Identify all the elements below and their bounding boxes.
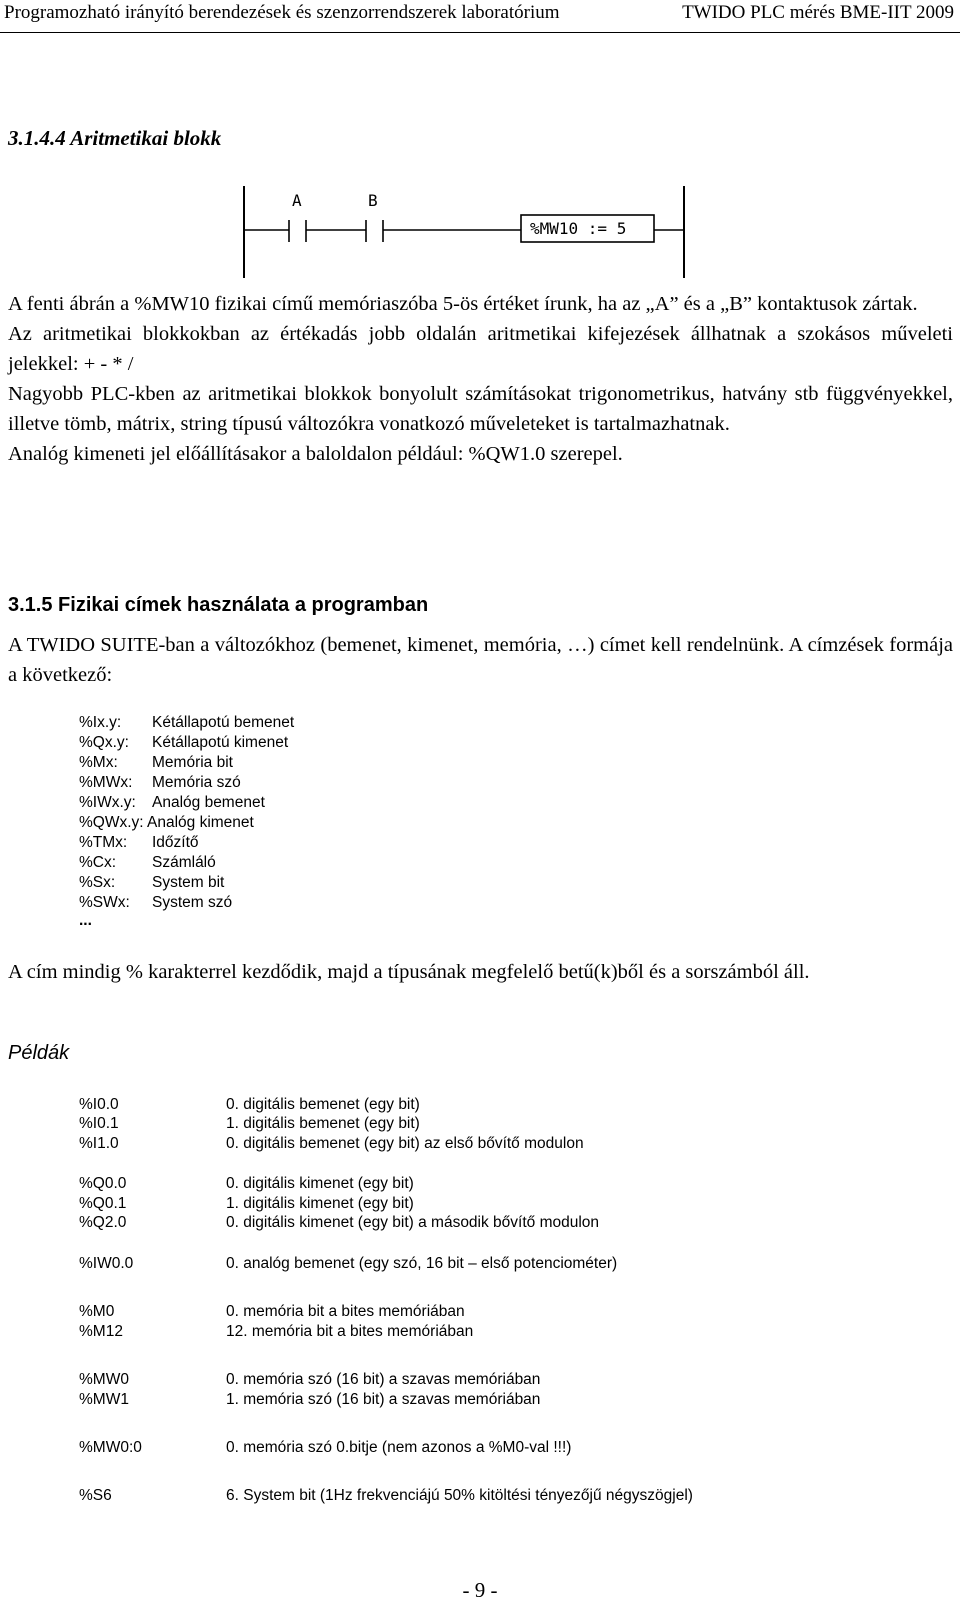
example-code: %MW0 [79, 1371, 129, 1388]
address-description: Kétállapotú bemenet [152, 714, 295, 731]
address-code: %Ix.y: [79, 714, 122, 731]
example-code: %Q0.1 [79, 1195, 127, 1212]
address-code: %MWx: [79, 774, 133, 791]
example-code: %I1.0 [79, 1135, 119, 1152]
address-description: Memória szó [152, 774, 241, 791]
example-description: 0. digitális kimenet (egy bit) a második bővítő modulon [226, 1214, 600, 1231]
address-description: Időzítő [152, 834, 199, 851]
address-code: %TMx: [79, 834, 128, 851]
address-code: %QWx.y: [79, 814, 144, 831]
address-description: Memória bit [152, 754, 233, 771]
example-description: 0. digitális bemenet (egy bit) [226, 1096, 420, 1113]
example-description: 6. System bit (1Hz frekvenciájú 50% kitöltési tényezőjű négyszögjel) [226, 1487, 693, 1504]
example-code: %S6 [79, 1487, 112, 1504]
address-description: Analóg bemenet [152, 794, 265, 811]
example-code: %MW0:0 [79, 1439, 142, 1456]
header-course-title: Programozható irányító berendezések és szenzorrendszerek laboratórium [4, 2, 560, 23]
example-code: %IW0.0 [79, 1255, 134, 1272]
address-code: %Mx: [79, 754, 118, 771]
contact-b-label: B [368, 191, 378, 210]
example-description: 12. memória bit a bites memóriában [226, 1323, 474, 1340]
paragraph: A fenti ábrán a %MW10 fizikai című memóriaszóba 5-ös értéket írunk, ha az „A” és a „B” kontaktusok zártak. [8, 293, 918, 315]
address-description: System szó [152, 894, 233, 911]
example-description: 0. memória bit a bites memóriában [226, 1303, 465, 1320]
paragraph: Az aritmetikai blokkokban az értékadás jobb oldalán aritmetikai kifejezések állhatnak a szokásos műveleti jelekkel: + - * / [8, 323, 953, 375]
paragraph: Analóg kimeneti jel előállításakor a baloldalon például: %QW1.0 szerepel. [8, 443, 623, 465]
ladder-diagram [243, 186, 713, 286]
address-description: Analóg kimenet [147, 814, 254, 831]
example-description: 1. digitális bemenet (egy bit) [226, 1115, 420, 1132]
address-description: System bit [152, 874, 225, 891]
example-code: %MW1 [79, 1391, 129, 1408]
paragraph: A cím mindig % karakterrel kezdődik, majd a típusának megfelelő betű(k)ből és a sorszámból áll. [8, 961, 810, 983]
example-code: %M0 [79, 1303, 115, 1320]
address-code: %SWx: [79, 894, 130, 911]
address-code: %Cx: [79, 854, 117, 871]
arithmetic-block-text [8, 289, 953, 469]
contact-a-label: A [292, 191, 302, 210]
operate-block-label: %MW10 := 5 [530, 219, 627, 238]
example-description: 1. memória szó (16 bit) a szavas memóriában [226, 1391, 541, 1408]
section-heading-arithmetic-block: 3.1.4.4 Aritmetikai blokk [8, 126, 222, 150]
page-header [0, 2, 960, 32]
example-description: 0. memória szó 0.bitje (nem azonos a %M0-val !!!) [226, 1439, 572, 1456]
address-description: Számláló [152, 854, 216, 871]
example-code: %I0.0 [79, 1096, 119, 1113]
paragraph: A TWIDO SUITE-ban a változókhoz (bemenet, kimenet, memória, …) címet kell rendelnünk. A címzések formája a következő: [8, 634, 953, 686]
example-code: %I0.1 [79, 1115, 119, 1132]
example-code: %Q2.0 [79, 1214, 127, 1231]
header-rule [0, 32, 960, 33]
address-code: %Sx: [79, 874, 116, 891]
address-code: %Qx.y: [79, 734, 129, 751]
page-number: - 9 - [462, 1578, 498, 1602]
address-code: %IWx.y: [79, 794, 136, 811]
section-heading-physical-addresses: 3.1.5 Fizikai címek használata a programban [8, 594, 429, 616]
list-ellipsis: ... [79, 912, 92, 929]
example-description: 0. memória szó (16 bit) a szavas memóriában [226, 1371, 541, 1388]
example-code: %M12 [79, 1323, 123, 1340]
example-description: 0. digitális bemenet (egy bit) az első bővítő modulon [226, 1135, 584, 1152]
example-description: 1. digitális kimenet (egy bit) [226, 1195, 414, 1212]
paragraph: Nagyobb PLC-kben az aritmetikai blokkok bonyolult számításokat trigonometrikus, hatvány stb függvényekkel, illetve tömb, mátrix, string típusú változókra vonatkozó műveleteket is tartalmazhatnak. [8, 383, 953, 435]
address-description: Kétállapotú kimenet [152, 734, 289, 751]
example-code: %Q0.0 [79, 1175, 127, 1192]
examples-heading: Példák [8, 1042, 70, 1064]
example-description: 0. digitális kimenet (egy bit) [226, 1175, 414, 1192]
header-doc-title: TWIDO PLC mérés BME-IIT 2009 [682, 2, 954, 23]
example-description: 0. analóg bemenet (egy szó, 16 bit – első potenciométer) [226, 1255, 618, 1272]
